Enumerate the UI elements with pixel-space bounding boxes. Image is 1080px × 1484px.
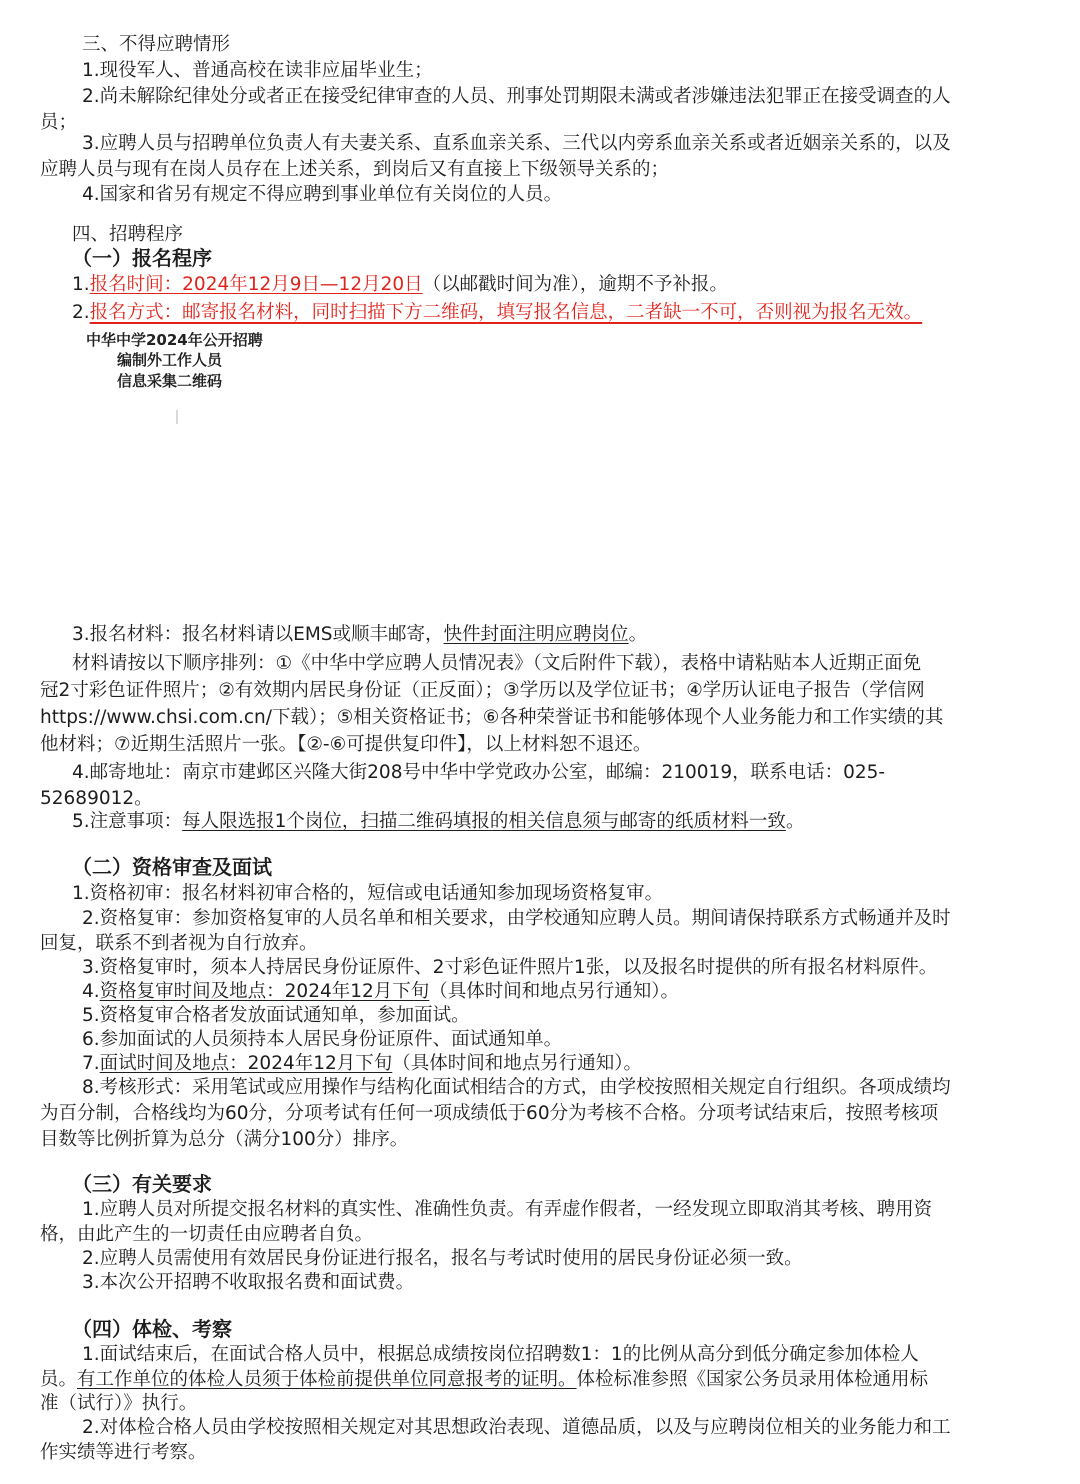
materials-end: 。 [628,624,648,645]
registration-time-highlight: 报名时间：2024年12月9日—12月20日 [89,274,423,295]
materials-order-line-1: 材料请按以下顺序排列：①《中华中学应聘人员情况表》（文后附件下载），表格中请粘贴本人近期正面免 [72,653,922,674]
part-2-item-4-rest: （具体时间和地点另行通知）。 [429,981,680,1002]
section-3-item-1: 1.现役军人、普通高校在读非应届毕业生； [82,60,433,81]
materials-prefix: 3.报名材料：报名材料请以EMS或顺丰邮寄， [72,624,444,645]
part-2-item-3: 3.资格复审时，须本人持居民身份证原件、2寸彩色证件照片1张，以及报名时提供的所有报名材料原件。 [82,957,938,978]
registration-time-line [72,272,728,299]
notes-line [72,809,804,836]
section-3-item-2-line-2: 员； [40,112,78,133]
part-3-item-1-line-2: 格，由此产生的一切责任由应聘者自负。 [40,1224,374,1245]
qr-code-area[interactable] [62,398,312,608]
materials-order-line-3: https://www.chsi.com.cn/下载）；⑤相关资格证书；⑥各种荣誉证书和能够体现个人业务能力和工作实绩的其 [40,707,944,728]
part-2-item-1: 1.资格初审：报名材料初审合格的，短信或电话通知参加现场资格复审。 [72,883,664,904]
part-3-item-1-line-1: 1.应聘人员对所提交报名材料的真实性、准确性负责。有弄虚作假者，一经发现立即取消其考核、聘用资 [82,1199,933,1220]
qr-code-residue [176,410,178,424]
notes-underlined: 每人限选报1个岗位，扫描二维码填报的相关信息须与邮寄的纸质材料一致 [182,811,786,832]
materials-line [72,622,647,649]
registration-method-prefix: 2. [72,302,90,323]
part-2-item-4 [82,979,679,1006]
qr-caption-line-1: 中华中学2024年公开招聘 [86,331,263,349]
part-3-item-2: 2.应聘人员需使用有效居民身份证进行报名，报名与考试时使用的居民身份证必须一致。 [82,1248,803,1269]
notes-end: 。 [785,811,805,832]
section-3-item-4: 4.国家和省另有规定不得应聘到事业单位有关岗位的人员。 [82,184,563,205]
mailing-address-line-1: 4.邮寄地址：南京市建邺区兴隆大街208号中华中学党政办公室，邮编：210019，联系电话：025- [72,762,886,783]
part-1-heading: （一）报名程序 [72,246,212,270]
qr-caption-line-2: 编制外工作人员 [117,351,223,369]
part-3-item-3: 3.本次公开招聘不收取报名费和面试费。 [82,1272,415,1293]
section-3-item-3-line-2: 应聘人员与现有在岗人员存在上述关系，到岗后又有直接上下级领导关系的； [40,159,670,180]
part-2-item-2-line-1: 2.资格复审：参加资格复审的人员名单和相关要求，由学校通知应聘人员。期间请保持联系方式畅通并及时 [82,908,951,929]
section-3-item-2-line-1: 2.尚未解除纪律处分或者正在接受纪律审查的人员、刑事处罚期限未满或者涉嫌违法犯罪正在接受调查的人 [82,86,951,107]
part-4-item-2-line-2: 作实绩等进行考察。 [40,1442,207,1463]
section-3-title: 三、不得应聘情形 [82,34,231,55]
materials-underlined: 快件封面注明应聘岗位 [443,624,629,645]
part-2-item-8-line-1: 8.考核形式：采用笔试或应用操作与结构化面试相结合的方式，由学校按照相关规定自行组织。各项成绩均 [82,1077,951,1098]
registration-method-highlight: 报名方式：邮寄报名材料，同时扫描下方二维码，填写报名信息，二者缺一不可，否则视为报名无效。 [89,302,923,323]
part-2-item-7-prefix: 7. [82,1053,100,1074]
materials-order-line-4: 他材料；⑦近期生活照片一张。【②-⑥可提供复印件】，以上材料恕不退还。 [40,734,652,755]
part-4-item-1-line-2-b: 体检标准参照《国家公务员录用体检通用标 [576,1369,929,1390]
registration-time-rest: （以邮戳时间为准），逾期不予补报。 [422,274,728,295]
registration-method-line [72,300,922,327]
part-2-item-8-line-3: 目数等比例折算为总分（满分100分）排序。 [40,1129,409,1150]
part-2-item-6: 6.参加面试的人员须持本人居民身份证原件、面试通知单。 [82,1029,563,1050]
part-2-item-5: 5.资格复审合格者发放面试通知单，参加面试。 [82,1005,470,1026]
qr-caption-line-3: 信息采集二维码 [117,372,223,390]
part-2-item-4-prefix: 4. [82,981,100,1002]
section-4-title: 四、招聘程序 [72,224,184,245]
part-2-item-8-line-2: 为百分制，合格线均为60分，分项考试有任何一项成绩低于60分为考核不合格。分项考试结束后，按照考核项 [40,1103,939,1124]
section-3-item-3-line-1: 3.应聘人员与招聘单位负责人有夫妻关系、直系血亲关系、三代以内旁系血亲关系或者近姻亲关系的，以及 [82,133,951,154]
part-2-item-2-line-2: 回复，联系不到者视为自行放弃。 [40,933,318,954]
part-2-item-7-underlined: 面试时间及地点：2024年12月下旬 [99,1053,393,1074]
part-3-heading: （三）有关要求 [72,1172,212,1196]
part-2-item-4-underlined: 资格复审时间及地点：2024年12月下旬 [99,981,430,1002]
part-4-item-1-line-2 [40,1367,928,1394]
part-4-item-1-underlined: 有工作单位的体检人员须于体检前提供单位同意报考的证明。 [77,1369,577,1390]
part-4-item-2-line-1: 2.对体检合格人员由学校按照相关规定对其思想政治表现、道德品质，以及与应聘岗位相关的业务能力和工 [82,1417,951,1438]
part-2-heading: （二）资格审查及面试 [72,855,272,879]
materials-order-line-2: 冠2寸彩色证件照片；②有效期内居民身份证（正反面）；③学历以及学位证书；④学历认证电子报告（学信网 [40,680,925,701]
mailing-address-line-2: 52689012。 [40,788,153,809]
part-4-heading: （四）体检、考察 [72,1317,232,1341]
part-4-item-1-line-2-a: 员。 [40,1369,78,1390]
part-2-item-7-rest: （具体时间和地点另行通知）。 [392,1053,643,1074]
notes-prefix: 5.注意事项： [72,811,183,832]
part-4-item-1-line-1: 1.面试结束后，在面试合格人员中，根据总成绩按岗位招聘数1：1的比例从高分到低分确定参加体检人 [82,1344,919,1365]
part-4-item-1-line-3: 准（试行）》执行。 [40,1393,198,1414]
part-2-item-7 [82,1051,642,1078]
registration-time-prefix: 1. [72,274,90,295]
